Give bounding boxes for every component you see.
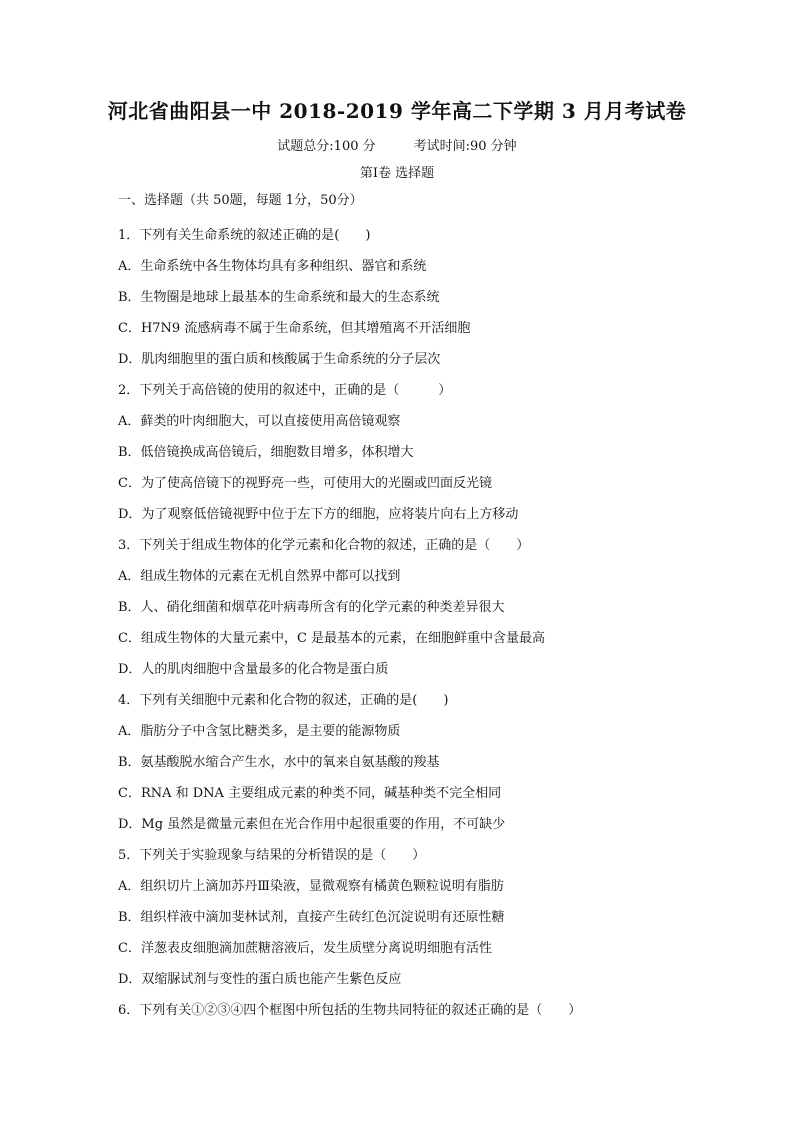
question-stem: 2．下列关于高倍镜的使用的叙述中，正确的是（ ） bbox=[118, 383, 452, 398]
question-option: D．肌肉细胞里的蛋白质和核酸属于生命系统的分子层次 bbox=[118, 352, 441, 367]
question-stem: 6．下列有关①②③④四个框图中所包括的生物共同特征的叙述正确的是（ ） bbox=[118, 1003, 582, 1018]
question-option: A．组成生物体的元素在无机自然界中都可以找到 bbox=[118, 569, 401, 584]
question-option: D．双缩脲试剂与变性的蛋白质也能产生紫色反应 bbox=[118, 972, 402, 987]
question-option: A．组织切片上滴加苏丹Ⅲ染液，显微观察有橘黄色颗粒说明有脂肪 bbox=[118, 879, 504, 894]
question-stem: 3．下列关于组成生物体的化学元素和化合物的叙述，正确的是（ ） bbox=[118, 538, 530, 553]
question-option: B．生物圈是地球上最基本的生命系统和最大的生态系统 bbox=[118, 290, 440, 305]
question-option: C．组成生物体的大量元素中，C 是最基本的元素，在细胞鲜重中含量最高 bbox=[118, 631, 546, 646]
question-list bbox=[118, 227, 718, 1033]
question-option: A．脂肪分子中含氢比糖类多，是主要的能源物质 bbox=[118, 724, 401, 739]
total-score: 试题总分:100 分 bbox=[277, 139, 376, 154]
question-option: C．洋葱表皮细胞滴加蔗糖溶液后，发生质壁分离说明细胞有活性 bbox=[118, 941, 492, 956]
section-title: 第Ⅰ卷 选择题 bbox=[359, 166, 435, 181]
question-option: A．生命系统中各生物体均具有多种组织、器官和系统 bbox=[118, 259, 427, 274]
exam-meta bbox=[0, 138, 794, 156]
question-stem: 4．下列有关细胞中元素和化合物的叙述，正确的是( ) bbox=[118, 693, 449, 708]
question-option: C．为了使高倍镜下的视野亮一些，可使用大的光圈或凹面反光镜 bbox=[118, 476, 492, 491]
question-option: C．RNA 和 DNA 主要组成元素的种类不同，碱基种类不完全相同 bbox=[118, 786, 502, 801]
exam-time: 考试时间:90 分钟 bbox=[413, 139, 517, 154]
question-option: A．藓类的叶肉细胞大，可以直接使用高倍镜观察 bbox=[118, 414, 401, 429]
question-option: B．氨基酸脱水缩合产生水，水中的氧来自氨基酸的羧基 bbox=[118, 755, 440, 770]
part-heading: 一、选择题（共 50题，每题 1分，50分） bbox=[118, 193, 363, 208]
question-stem: 5．下列关于实验现象与结果的分析错误的是（ ） bbox=[118, 848, 426, 863]
question-option: C．H7N9 流感病毒不属于生命系统，但其增殖离不开活细胞 bbox=[118, 321, 471, 336]
exam-title: 河北省曲阳县一中 2018-2019 学年高二下学期 3 月月考试卷 bbox=[107, 99, 687, 123]
question-option: D．Mg 虽然是微量元素但在光合作用中起很重要的作用，不可缺少 bbox=[118, 817, 506, 832]
question-option: D．人的肌肉细胞中含量最多的化合物是蛋白质 bbox=[118, 662, 389, 677]
question-option: B．组织样液中滴加斐林试剂，直接产生砖红色沉淀说明有还原性糖 bbox=[118, 910, 505, 925]
question-option: B．人、硝化细菌和烟草花叶病毒所含有的化学元素的种类差异很大 bbox=[118, 600, 505, 615]
question-stem: 1．下列有关生命系统的叙述正确的是( ) bbox=[118, 228, 371, 243]
question-option: B．低倍镜换成高倍镜后，细胞数目增多，体积增大 bbox=[118, 445, 414, 460]
question-option: D．为了观察低倍镜视野中位于左下方的细胞，应将装片向右上方移动 bbox=[118, 507, 519, 522]
